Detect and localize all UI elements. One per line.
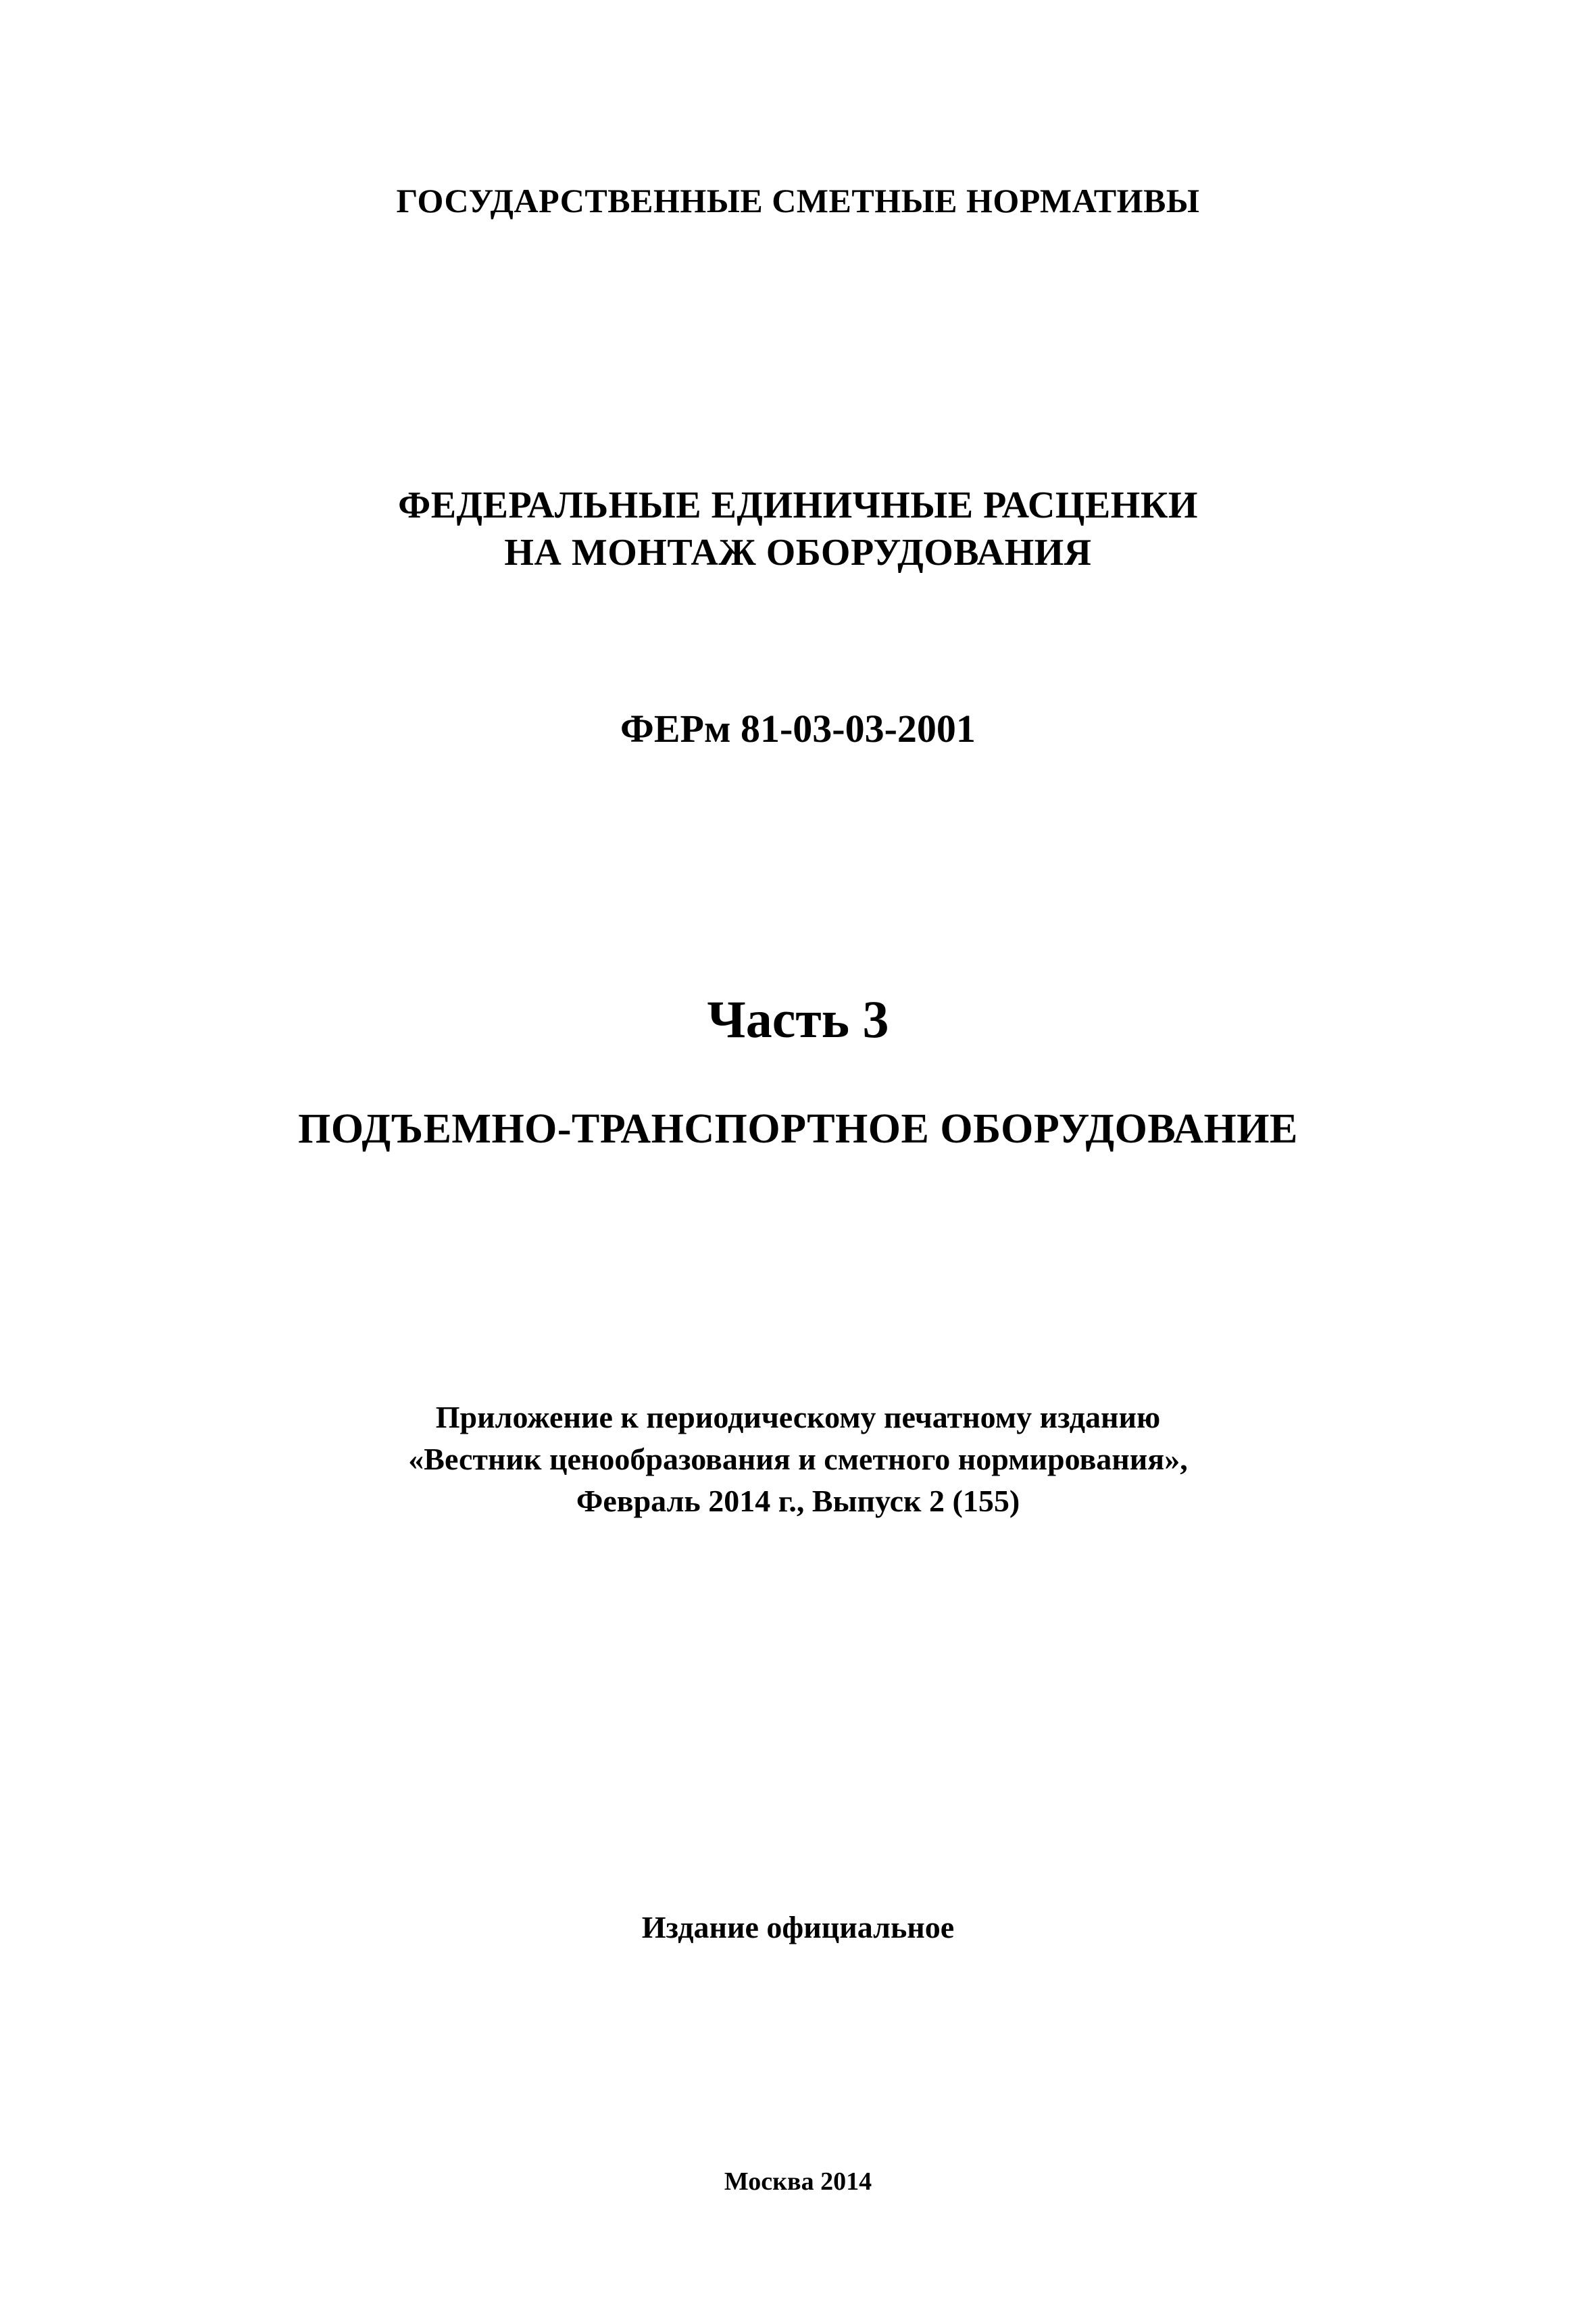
imprint-city-year: Москва 2014 [724, 2167, 872, 2196]
part-subject: ПОДЪЕМНО-ТРАНСПОРТНОЕ ОБОРУДОВАНИЕ [298, 1106, 1298, 1152]
document-title-line-1: ФЕДЕРАЛЬНЫЕ ЕДИНИЧНЫЕ РАСЦЕНКИ [398, 484, 1198, 526]
document-title-line-2: НА МОНТАЖ ОБОРУДОВАНИЯ [504, 532, 1092, 574]
edition-note: Издание официальное [641, 1910, 955, 1944]
appendix-line-3: Февраль 2014 г., Выпуск 2 (155) [576, 1484, 1020, 1518]
appendix-line-1: Приложение к периодическому печатному изданию [435, 1400, 1161, 1434]
document-code: ФЕРм 81-03-03-2001 [620, 707, 976, 751]
part-number: Часть 3 [707, 990, 889, 1049]
series-heading: ГОСУДАРСТВЕННЫЕ СМЕТНЫЕ НОРМАТИВЫ [396, 182, 1200, 220]
appendix-line-2: «Вестник ценообразования и сметного нормирования», [408, 1442, 1188, 1476]
